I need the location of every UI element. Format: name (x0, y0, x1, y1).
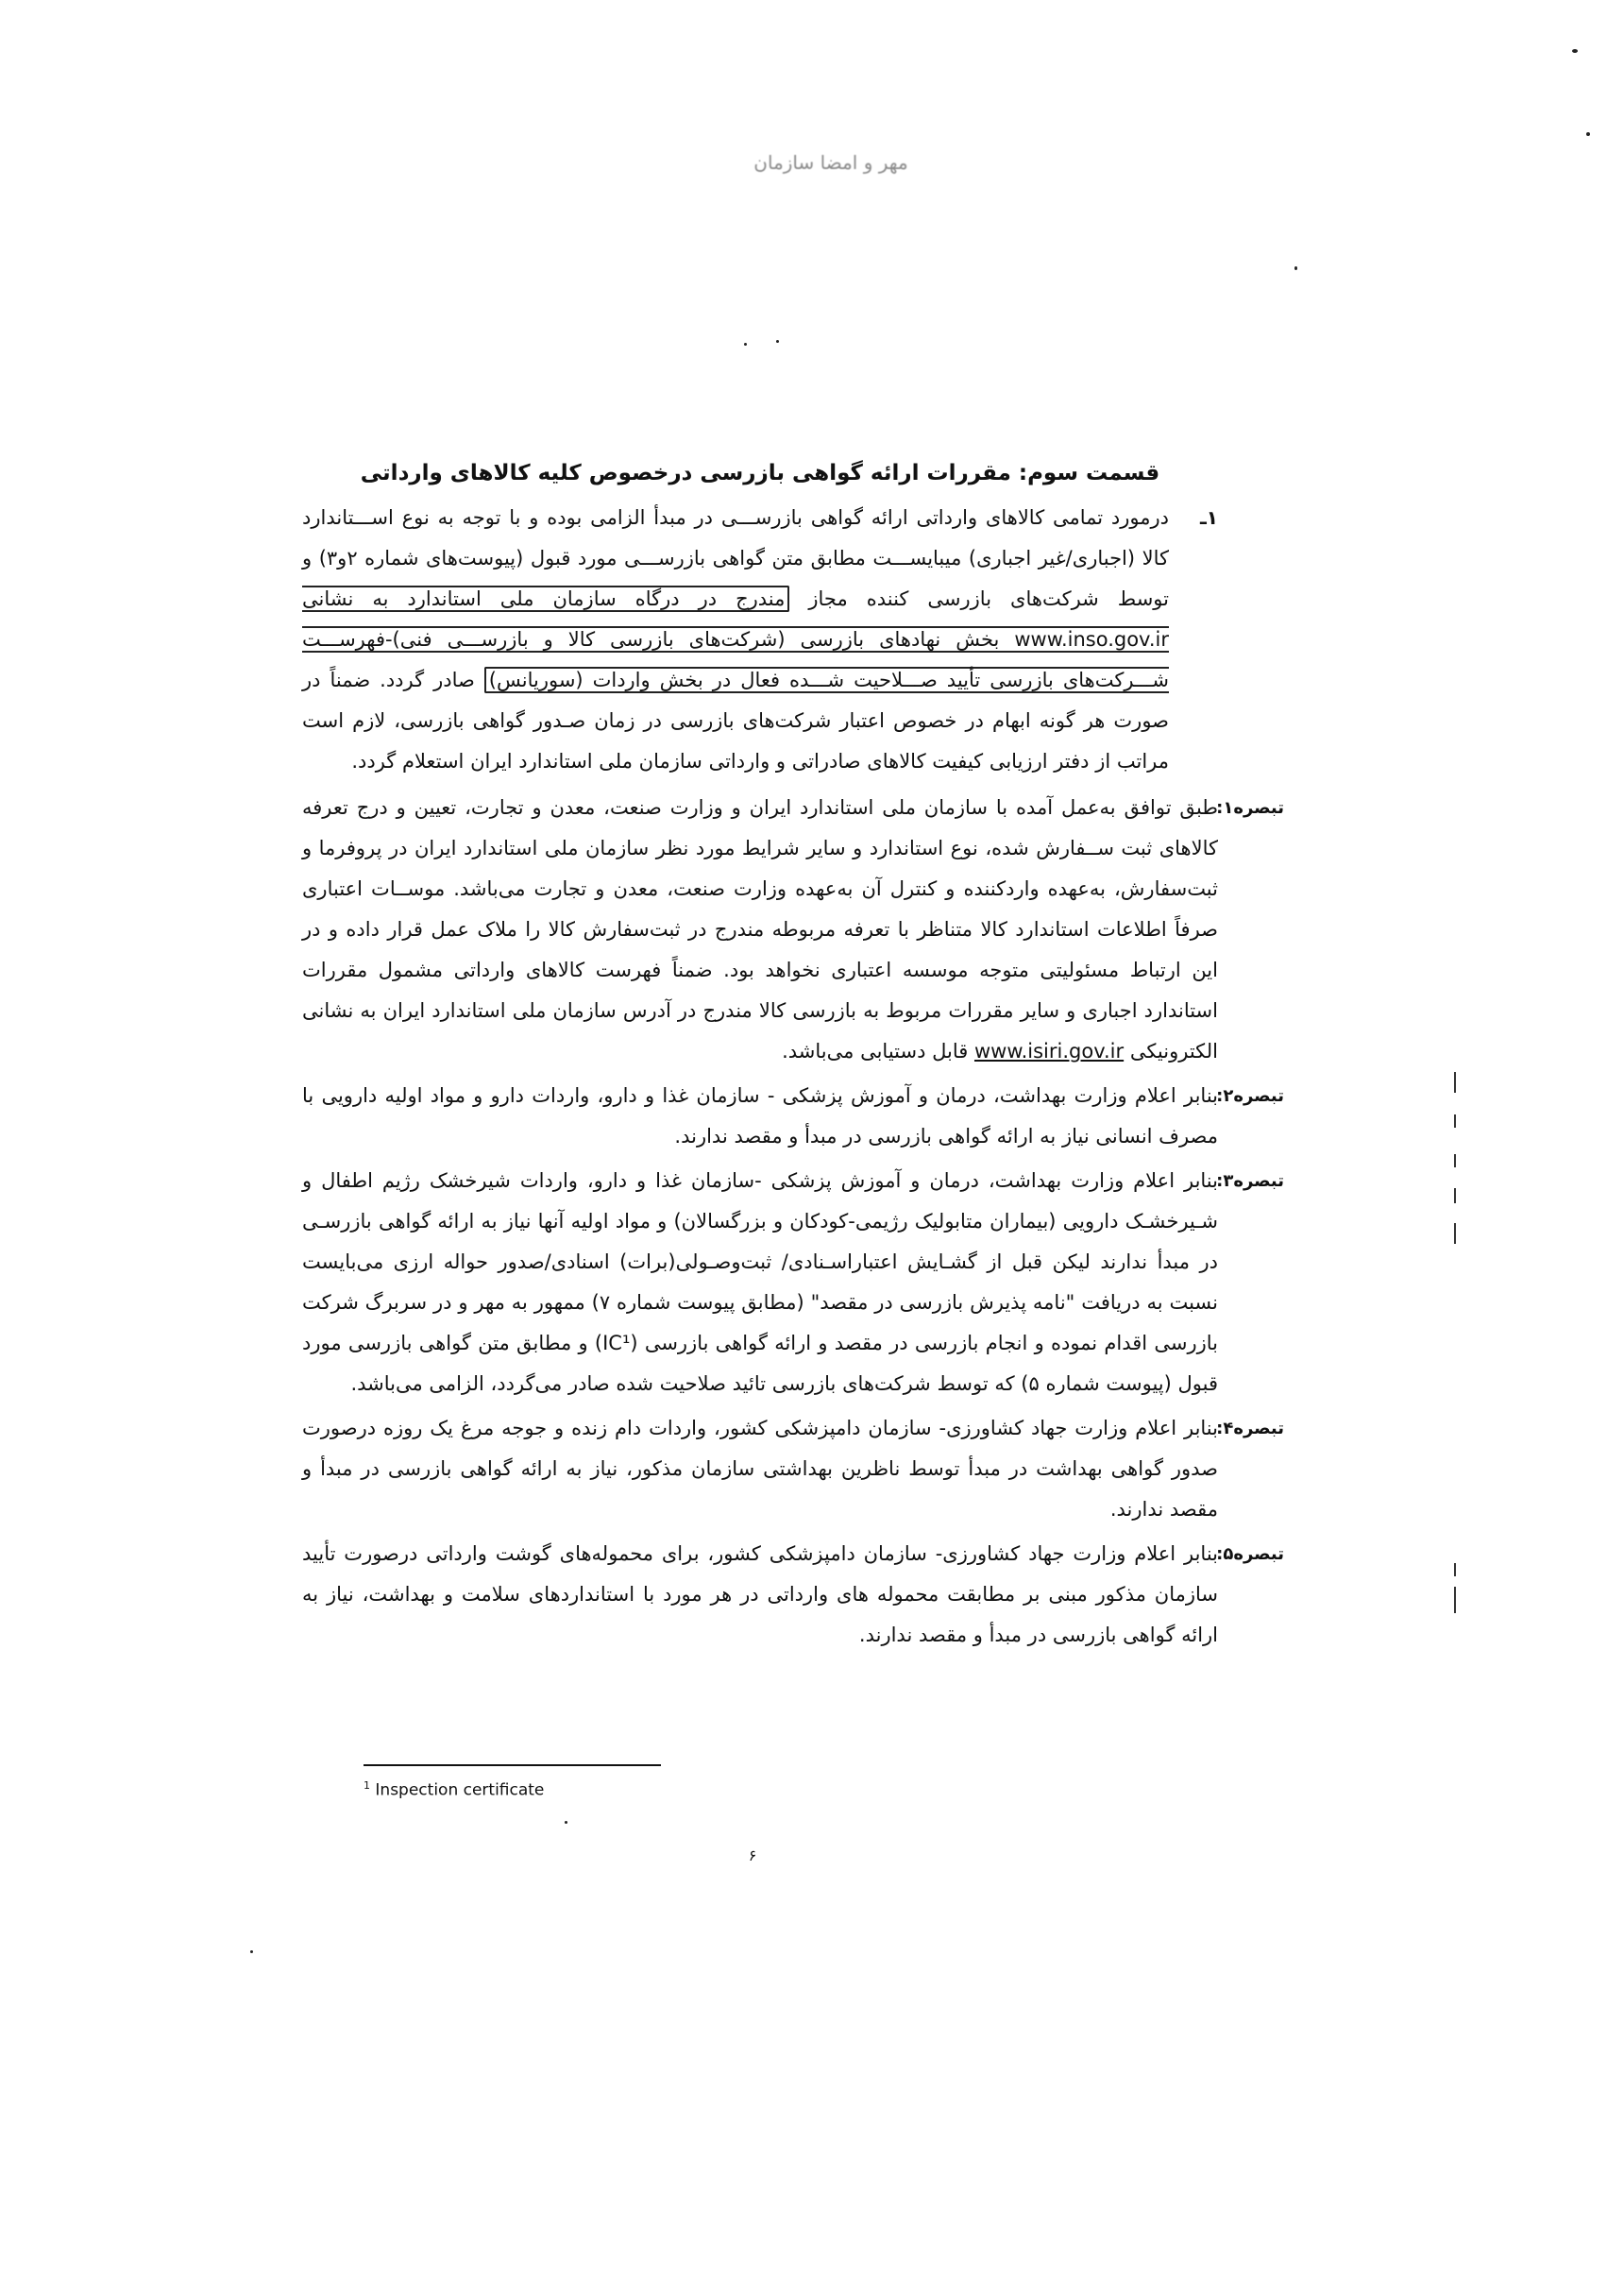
margin-mark (1454, 1072, 1456, 1093)
scan-speck (250, 1950, 253, 1953)
margin-mark (1454, 1563, 1456, 1576)
scan-speck (1294, 266, 1297, 270)
header-stamp: مهر و امضا سازمان (753, 151, 908, 174)
note-5 (302, 1534, 1284, 1656)
note-5-text: بنابر اعلام وزارت جهاد کشاورزی- سازمان دامپزشکی کشور، برای محموله‌های گوشت وارداتی درصورت تأیید سازمان مذکور مبنی بر مطابقت محموله های وارداتی در هر مورد با استانداردهای سلامت و بهداشت، نیاز به ارائه گواهی بازرسی در مبدأ و مقصد ندارند. (302, 1542, 1218, 1646)
note-3-label: تبصره۳: (1216, 1171, 1284, 1191)
item-1-text-b: صادر گردد. ضمناً در صورت هر گونه ابهام در خصوص اعتبار شرکت‌های بازرسی در زمان صـدور گواهی بازرسی، لازم است مراتب از دفتر ارزیابی کیفیت کالاهای صادراتی و وارداتی سازمان ملی استاندارد ایران استعلام گردد. (302, 669, 1169, 773)
footnote-text: Inspection certificate (375, 1780, 545, 1800)
item-1-boxed-text-a: مندرج در درگاه سازمان ملی استاندارد به نشانی (302, 587, 786, 610)
isiri-url-link[interactable]: www.isiri.gov.ir (973, 1040, 1125, 1063)
margin-mark (1454, 1114, 1456, 1128)
document-body (302, 453, 1284, 1659)
note-5-label: تبصره۵: (1216, 1544, 1284, 1564)
note-1-label: تبصره۱: (1216, 798, 1284, 818)
inso-url-link[interactable]: www.inso.gov.ir (1014, 628, 1169, 651)
note-1-text: طبق توافق به‌عمل آمده با سازمان ملی استاندارد ایران و وزارت صنعت، معدن و تجارت، تعیین و درج تعرفه کالاهای ثبت ســفارش شده، نوع استاندارد و سایر شرایط مورد نظر سازمان ملی استاندارد ایران در پروفرما و ثبت‌سفارش، به‌عهده واردکننده و کنترل آن به‌عهده وزارت صنعت، معدن و تجارت می‌باشد. موســات اعتباری صرفاً اطلاعات استاندارد کالا متناظر با تعرفه مربوطه مندرج در ثبت‌سفارش کالا را ملاک عمل قرار داده و در این ارتباط مسئولیتی متوجه موسسه اعتباری نخواهد بود. ضمناً فهرست کالاهای وارداتی مشمول مقررات استاندارد اجباری و سایر مقررات مربوط به بازرسی کالا مندرج در آدرس سازمان ملی استاندارد ایران به نشانی الکترونیکی (302, 796, 1218, 1063)
margin-mark (1454, 1154, 1456, 1167)
item-1-label: ۱ـ (1199, 506, 1218, 529)
item-1-text-a: درمورد تمامی کالاهای وارداتی ارائه گواهی بازرســـی در مبدأ الزامی بوده و با توجه به نوع اســـتاندارد کالا (اجباری/غیر اجباری) میبایســـت مطابق متن گواهی بازرســـی مورد قبول (پیوست‌های شماره ۲و۳) و توسط شرکت‌های بازرسی کننده مجاز (302, 506, 1170, 610)
scan-speck (565, 1821, 567, 1824)
note-2 (302, 1076, 1284, 1157)
scan-speck (1586, 132, 1590, 136)
footnote-rule (364, 1764, 661, 1766)
note-1-tail: قابل دستیابی می‌باشد. (782, 1040, 974, 1063)
note-3 (302, 1161, 1284, 1404)
note-4 (302, 1408, 1284, 1530)
page-number: ۶ (748, 1846, 757, 1864)
margin-mark (1454, 1188, 1456, 1203)
scan-speck (744, 343, 747, 346)
scan-speck (1572, 49, 1578, 53)
note-2-text: بنابر اعلام وزارت بهداشت، درمان و آموزش پزشکی - سازمان غذا و دارو، واردات دارو و مواد اولیه دارویی با مصرف انسانی نیاز به ارائه گواهی بازرسی در مبدأ و مقصد ندارند. (302, 1084, 1218, 1148)
footnote-mark: 1 (364, 1779, 370, 1792)
footnote (364, 1779, 544, 1800)
item-1 (302, 498, 1218, 782)
note-2-label: تبصره۲: (1216, 1086, 1284, 1106)
note-4-text: بنابر اعلام وزارت جهاد کشاورزی- سازمان دامپزشکی کشور، واردات دام زنده و جوجه مرغ یک روزه درصورت صدور گواهی بهداشت در مبدأ توسط ناظرین بهداشتی سازمان مذکور، نیاز به ارائه گواهی بازرسی در مبدأ و مقصد ندارند. (302, 1417, 1218, 1521)
note-1 (302, 788, 1284, 1072)
margin-mark (1454, 1223, 1456, 1244)
scan-speck (776, 340, 779, 343)
note-3-text: بنابر اعلام وزارت بهداشت، درمان و آموزش پزشکی -سازمان غذا و دارو، واردات شیرخشک رژیم اطفال و شـیرخشـک دارویی (بیماران متابولیک رژیمی-کودکان و بزرگسالان) و مواد اولیه آنها نیاز به ارائه گواهی بازرسـی در مبدأ ندارند لیکن قبل از گشـایش اعتباراسـنادی/ ثبت‌وصـولی(برات) اسنادی/صدور حواله ارزی می‌بایست نسبت به دریافت "نامه پذیرش بازرسی در مقصد" (مطابق پیوست شماره ۷) ممهور به مهر و در سربرگ شرکت بازرسی اقدام نموده و انجام بازرسی در مقصد و ارائه گواهی بازرسی (IC¹) و مطابق متن گواهی بازرسی مورد قبول (پیوست شماره ۵) که توسط شرکت‌های بازرسی تائید صلاحیت شده صادر می‌گردد، الزامی می‌باشد. (302, 1169, 1218, 1395)
margin-mark (1454, 1587, 1456, 1613)
item-1-boxed-text-b: بخش نهادهای بازرسی (شرکت‌های بازرسی کالا و بازرســـی فنی)-فهرســـت شـــرکت‌های بازرسی تأیید صـــلاحیت شـــده فعال در بخش واردات (سوریانس) (302, 628, 1169, 691)
note-4-label: تبصره۴: (1216, 1419, 1284, 1438)
section-title: قسمت سوم: مقررات ارائه گواهی بازرسی درخصوص کلیه کالاهای وارداتی (360, 461, 1160, 485)
